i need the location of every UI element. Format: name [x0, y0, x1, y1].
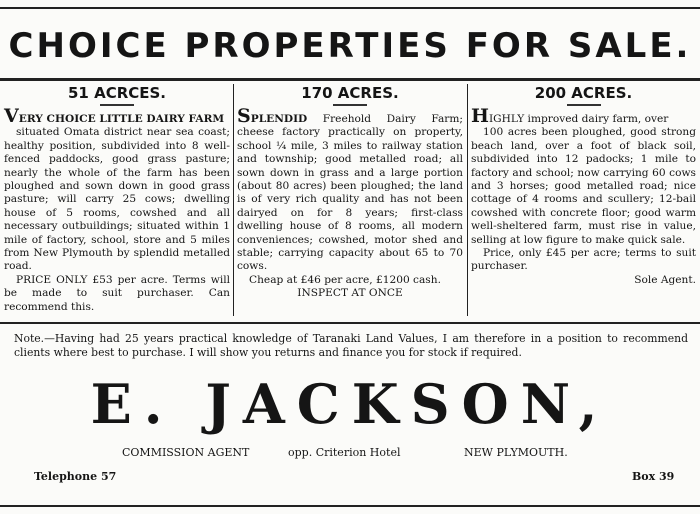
listing-price: Cheap at £46 per acre, £1200 cash. [249, 273, 441, 286]
listing-lead: ERY CHOICE LITTLE DAIRY FARM [18, 113, 225, 125]
headline: CHOICE PROPERTIES FOR SALE. [8, 26, 692, 66]
note-rule [0, 322, 700, 324]
headline-rule [0, 78, 700, 81]
box-number: Box 39 [632, 470, 675, 483]
listing-extra: Sole Agent. [634, 273, 696, 286]
listing-price: PRICE ONLY £53 per acre. Terms will be made to suit purchaser. Can recommend this. [4, 273, 230, 313]
listing-lead: PLENDID [250, 113, 308, 125]
column-200-acres [471, 82, 696, 287]
listing-body: 100 acres been ploughed, good strong beach land, over a foot of black soil, subdivided into 12 padocks; 1 mile to factory and school; now carrying 60 cows and 3 horses; good metalled road; nice cottage of 4 rooms and scullery; 12-bail cowshed with concrete floor; good warm well-sheltered farm, must rise in value, selling at low figure to make quick sale. [471, 126, 696, 246]
note-paragraph: Note.—Having had 25 years practical knowledge of Taranaki Land Values, I am therefore in a position to recommend clients where best to purchase. I will show you returns and finance you for stock if required. [14, 332, 688, 359]
heading-dash [567, 104, 601, 106]
listing-text [4, 105, 230, 314]
listing-price: Price, only £45 per acre; terms to suit purchaser. [471, 247, 696, 273]
column-divider [233, 84, 234, 316]
top-rule [0, 7, 700, 9]
column-heading: 170 ACRES. [301, 84, 399, 102]
drop-cap: S [237, 105, 251, 127]
listing-text [471, 105, 696, 287]
column-divider [467, 84, 468, 316]
listing-text [237, 105, 463, 301]
listing-extra: INSPECT AT ONCE [297, 287, 403, 300]
agent-name: E. JACKSON, [90, 372, 610, 436]
heading-dash [333, 104, 367, 106]
agent-address: opp. Criterion Hotel [288, 446, 401, 459]
column-heading: 200 ACRES. [534, 84, 633, 102]
bottom-rule [0, 505, 700, 507]
listing-body: Freehold Dairy Farm; cheese factory practically on property, school ¼ mile, 3 miles to railway station and township; good metalled road; all sown down in grass and a large portion (about 80 acres) been ploughed; the land is of very rich quality and has not been dairyed on for 8 years; first-class dwelling house of 8 rooms, all modern conveniences; cowshed, motor shed and stable; carrying capacity about 65 to 70 cows. [237, 113, 463, 273]
agent-town: NEW PLYMOUTH. [464, 446, 568, 459]
agent-title: COMMISSION AGENT [122, 446, 250, 459]
listing-lead: IGHLY improved dairy farm, over [488, 113, 669, 125]
column-heading: 51 ACRCES. [67, 84, 167, 102]
heading-dash [100, 104, 134, 106]
drop-cap: V [4, 105, 19, 127]
drop-cap: H [471, 105, 489, 127]
column-51-acres [4, 82, 230, 314]
column-170-acres [237, 82, 463, 301]
listing-body: situated Omata district near sea coast; healthy position, subdivided into 8 well-fenced paddocks, good grass pasture; nearly the whole of the farm has been ploughed and sown down in good grass pasture; will carry 25 cows; dwelling house of 5 rooms, cowshed and all necessary outbuildings; situated within 1 mile of factory, school, store and 5 miles from New Plymouth by splendid metalled road. [4, 126, 230, 273]
telephone: Telephone 57 [34, 470, 117, 483]
